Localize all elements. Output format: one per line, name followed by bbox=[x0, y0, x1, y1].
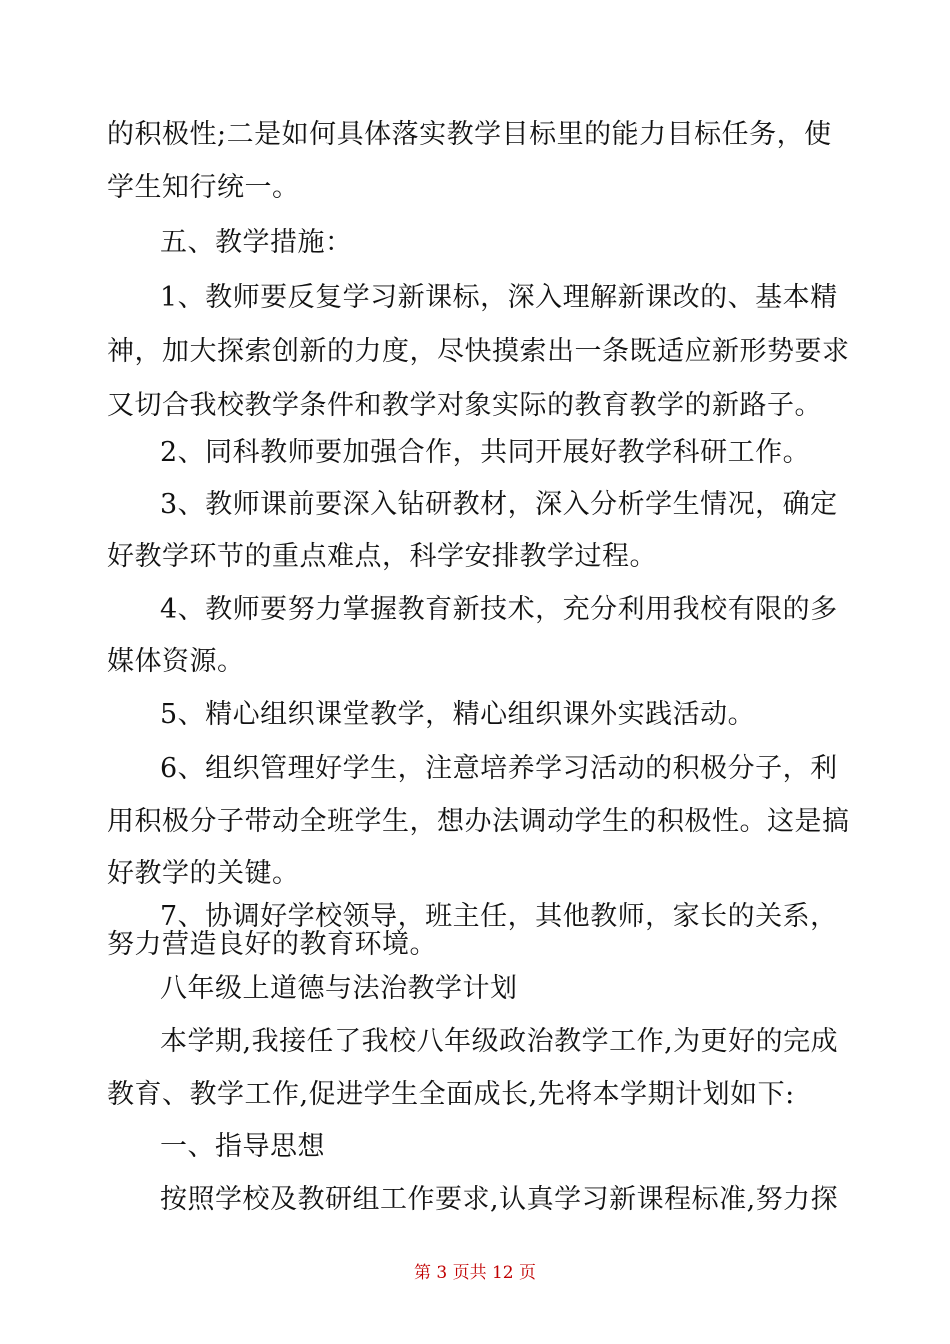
text-line: 的积极性;二是如何具体落实教学目标里的能力目标任务，使 bbox=[107, 119, 832, 150]
text-line: 5、精心组织课堂教学，精心组织课外实践活动。 bbox=[160, 699, 756, 730]
text-line: 努力营造良好的教育环境。 bbox=[107, 929, 437, 960]
document-title: 八年级上道德与法治教学计划 bbox=[160, 973, 518, 1004]
text-line: 媒体资源。 bbox=[107, 646, 245, 677]
text-line: 3、教师课前要深入钻研教材，深入分析学生情况，确定 bbox=[160, 489, 838, 520]
text-line: 按照学校及教研组工作要求,认真学习新课程标准,努力探 bbox=[160, 1184, 839, 1215]
text-line: 好教学环节的重点难点，科学安排教学过程。 bbox=[107, 541, 657, 572]
text-line: 学生知行统一。 bbox=[107, 172, 300, 203]
text-line: 本学期,我接任了我校八年级政治教学工作,为更好的完成 bbox=[160, 1026, 839, 1057]
section-heading: 一、指导思想 bbox=[160, 1131, 325, 1162]
text-line: 2、同科教师要加强合作，共同开展好教学科研工作。 bbox=[160, 437, 811, 468]
text-line: 好教学的关键。 bbox=[107, 858, 300, 889]
text-line: 4、教师要努力掌握教育新技术，充分利用我校有限的多 bbox=[160, 594, 838, 625]
page-number-footer: 第 3 页共 12 页 bbox=[413, 1263, 537, 1283]
text-line: 用积极分子带动全班学生，想办法调动学生的积极性。这是搞 bbox=[107, 806, 850, 837]
text-line: 1、教师要反复学习新课标，深入理解新课改的、基本精 bbox=[160, 282, 838, 313]
section-heading: 五、教学措施： bbox=[160, 227, 353, 258]
text-line: 7、协调好学校领导，班主任，其他教师，家长的关系， bbox=[160, 901, 838, 932]
text-line: 神，加大探索创新的力度，尽快摸索出一条既适应新形势要求 bbox=[107, 336, 850, 367]
text-line: 6、组织管理好学生，注意培养学习活动的积极分子，利 bbox=[160, 753, 838, 784]
text-line: 又切合我校教学条件和教学对象实际的教育教学的新路子。 bbox=[107, 390, 822, 421]
text-line: 教育、教学工作,促进学生全面成长,先将本学期计划如下: bbox=[107, 1079, 795, 1110]
